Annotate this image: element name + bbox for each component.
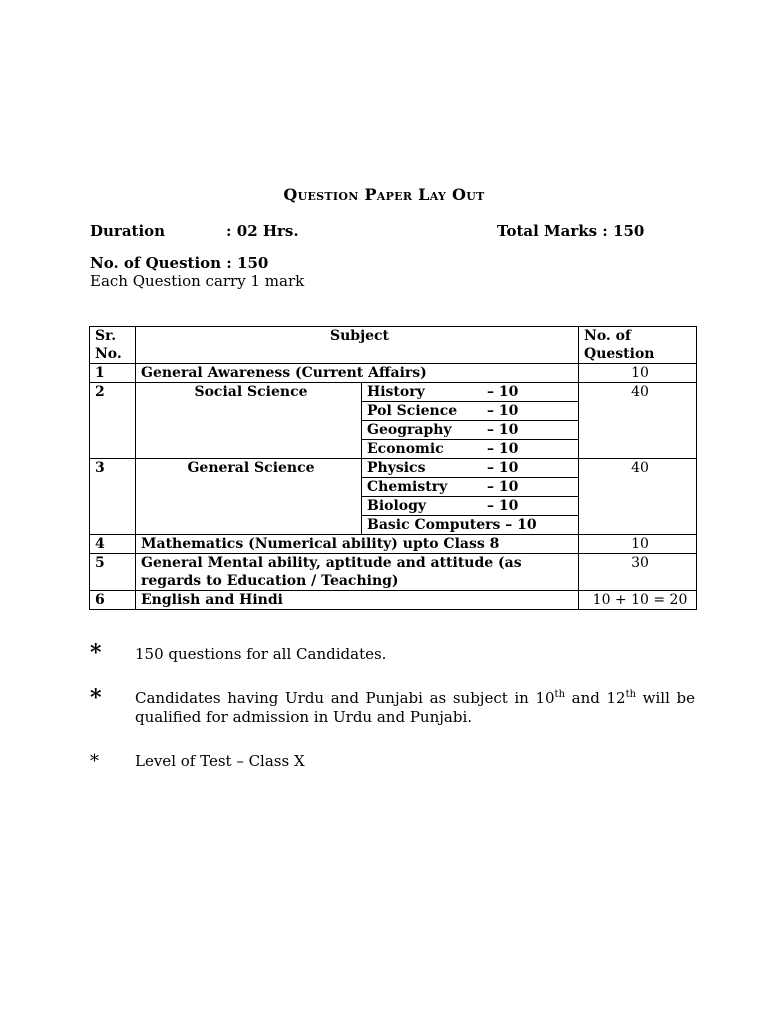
row-sr: 2 bbox=[90, 383, 136, 459]
topic-cell bbox=[362, 402, 579, 421]
each-question-note: Each Question carry 1 mark bbox=[90, 272, 305, 290]
topic-cell bbox=[362, 421, 579, 440]
row-sr: 3 bbox=[90, 459, 136, 535]
row-sr: 6 bbox=[90, 591, 136, 610]
topic-marks: – 10 bbox=[487, 441, 519, 457]
bullet-marker: * bbox=[90, 685, 102, 711]
superscript: th bbox=[554, 689, 566, 700]
topic-marks: – 10 bbox=[487, 498, 519, 514]
duration-value: : 02 Hrs. bbox=[226, 222, 299, 240]
row-sr: 4 bbox=[90, 535, 136, 554]
topic-cell bbox=[362, 383, 579, 402]
topic-marks: – 10 bbox=[487, 479, 519, 495]
header-sr-no: Sr. No. bbox=[90, 327, 136, 364]
topic-marks: – 10 bbox=[487, 460, 519, 476]
superscript: th bbox=[625, 689, 637, 700]
topic-name: Basic Computers bbox=[367, 517, 501, 533]
note-urdu-punjabi bbox=[135, 689, 695, 727]
table-header-row bbox=[90, 327, 697, 364]
duration-label: Duration bbox=[90, 222, 166, 240]
total-marks: Total Marks : 150 bbox=[497, 222, 645, 240]
row-count: 40 bbox=[579, 459, 697, 535]
table-row bbox=[90, 554, 697, 591]
note-level-of-test: Level of Test – Class X bbox=[135, 752, 305, 770]
topic-marks: – 10 bbox=[487, 384, 519, 400]
page-title: Question Paper Lay Out bbox=[283, 185, 485, 204]
topic-name: Geography bbox=[367, 422, 452, 438]
row-count: 10 + 10 = 20 bbox=[579, 591, 697, 610]
topic-cell bbox=[362, 497, 579, 516]
note-text: Candidates having Urdu and Punjabi as subject in 10 bbox=[135, 689, 555, 707]
row-count: 10 bbox=[579, 364, 697, 383]
row-subject: General Science bbox=[136, 459, 362, 535]
topic-marks: – 10 bbox=[487, 422, 519, 438]
row-count: 40 bbox=[579, 383, 697, 459]
bullet-marker: * bbox=[90, 640, 102, 666]
table-row bbox=[90, 364, 697, 383]
row-count: 10 bbox=[579, 535, 697, 554]
row-subject: Mathematics (Numerical ability) upto Class 8 bbox=[136, 535, 579, 554]
table-row bbox=[90, 535, 697, 554]
question-layout-table bbox=[89, 326, 697, 610]
topic-name: History bbox=[367, 384, 425, 400]
topic-cell bbox=[362, 478, 579, 497]
topic-marks: – 10 bbox=[487, 403, 519, 419]
row-sr: 1 bbox=[90, 364, 136, 383]
table-row bbox=[90, 383, 697, 402]
row-subject: General Mental ability, aptitude and attitude (as regards to Education / Teaching) bbox=[136, 554, 579, 591]
row-subject: Social Science bbox=[136, 383, 362, 459]
topic-name: Biology bbox=[367, 498, 427, 514]
table-row bbox=[90, 591, 697, 610]
header-no-of-question: No. of Question bbox=[579, 327, 697, 364]
bullet-marker: * bbox=[90, 751, 99, 772]
note-all-candidates: 150 questions for all Candidates. bbox=[135, 645, 387, 663]
row-sr: 5 bbox=[90, 554, 136, 591]
note-text: will be qualified for admission in Urdu and Punjabi. bbox=[135, 689, 695, 726]
topic-marks: – 10 bbox=[505, 517, 537, 533]
topic-name: Economic bbox=[367, 441, 444, 457]
row-subject: General Awareness (Current Affairs) bbox=[136, 364, 579, 383]
topic-cell bbox=[362, 516, 579, 535]
topic-name: Chemistry bbox=[367, 479, 448, 495]
topic-cell bbox=[362, 459, 579, 478]
table-row bbox=[90, 459, 697, 478]
topic-cell bbox=[362, 440, 579, 459]
note-text: and 12 bbox=[565, 689, 626, 707]
row-count: 30 bbox=[579, 554, 697, 591]
row-subject: English and Hindi bbox=[136, 591, 579, 610]
topic-name: Physics bbox=[367, 460, 426, 476]
no-of-question: No. of Question : 150 bbox=[90, 254, 269, 272]
topic-name: Pol Science bbox=[367, 403, 458, 419]
header-subject: Subject bbox=[136, 327, 579, 364]
